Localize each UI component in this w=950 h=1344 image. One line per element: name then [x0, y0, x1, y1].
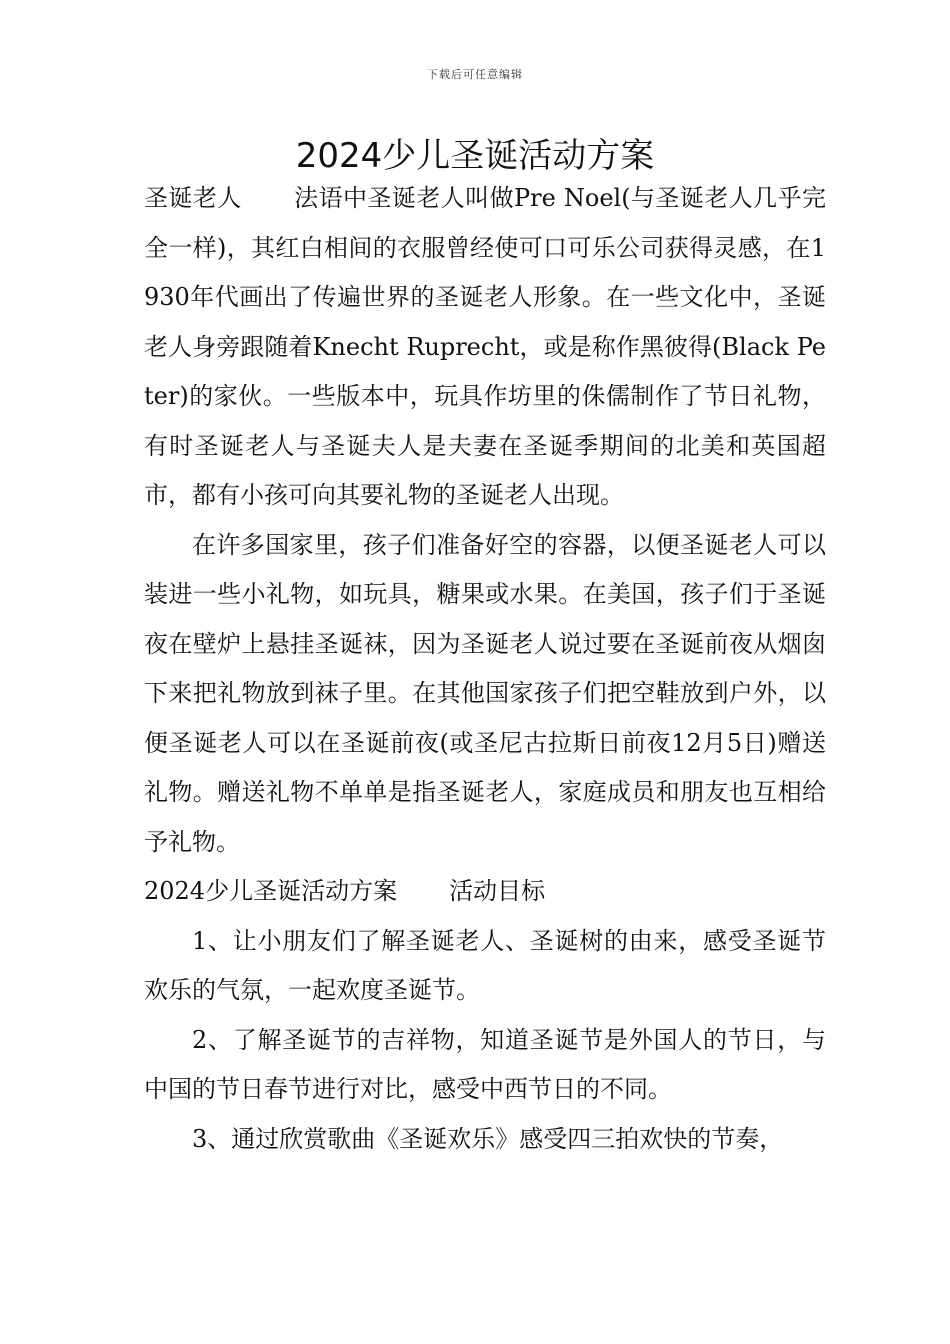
- section-heading: [144, 867, 826, 917]
- document-body: [144, 174, 826, 1164]
- paragraph-text: 法语中圣诞老人叫做Pre Noel(与圣诞老人几乎完全一样)，其红白相间的衣服曾经使可口可乐公司获得灵感，在1930年代画出了传遍世界的圣诞老人形象。在一些文化中，圣诞老人身旁跟随着Knecht Ruprecht，或是称作黑彼得(Black Peter)的家伙。一些版本中，玩具作坊里的侏儒制作了节日礼物，有时圣诞老人与圣诞夫人是夫妻在圣诞季期间的北美和英国超市，都有小孩可向其要礼物的圣诞老人出现。: [144, 184, 826, 509]
- goal-item-2: 2、了解圣诞节的吉祥物，知道圣诞节是外国人的节日，与中国的节日春节进行对比，感受中西节日的不同。: [144, 1025, 826, 1103]
- header-note: 下载后可任意编辑: [427, 68, 523, 81]
- paragraph-gift-customs: 在许多国家里，孩子们准备好空的容器，以便圣诞老人可以装进一些小礼物，如玩具，糖果或水果。在美国，孩子们于圣诞夜在壁炉上悬挂圣诞袜，因为圣诞老人说过要在圣诞前夜从烟囱下来把礼物放到袜子里。在其他国家孩子们把空鞋放到户外，以便圣诞老人可以在圣诞前夜(或圣尼古拉斯日前夜12月5日)赠送礼物。赠送礼物不单单是指圣诞老人，家庭成员和朋友也互相给予礼物。: [144, 530, 826, 856]
- goal-item-3: 3、通过欣赏歌曲《圣诞欢乐》感受四三拍欢快的节奏，: [192, 1124, 784, 1153]
- paragraph-lead: 圣诞老人: [144, 184, 242, 212]
- goal-item-1: 1、让小朋友们了解圣诞老人、圣诞树的由来，感受圣诞节欢乐的气氛，一起欢度圣诞节。: [144, 926, 826, 1004]
- section-title: 2024少儿圣诞活动方案: [144, 877, 398, 905]
- paragraph-santa-claus: [144, 174, 826, 521]
- section-subtitle: 活动目标: [449, 877, 546, 905]
- page-title: 2024少儿圣诞活动方案: [295, 136, 655, 176]
